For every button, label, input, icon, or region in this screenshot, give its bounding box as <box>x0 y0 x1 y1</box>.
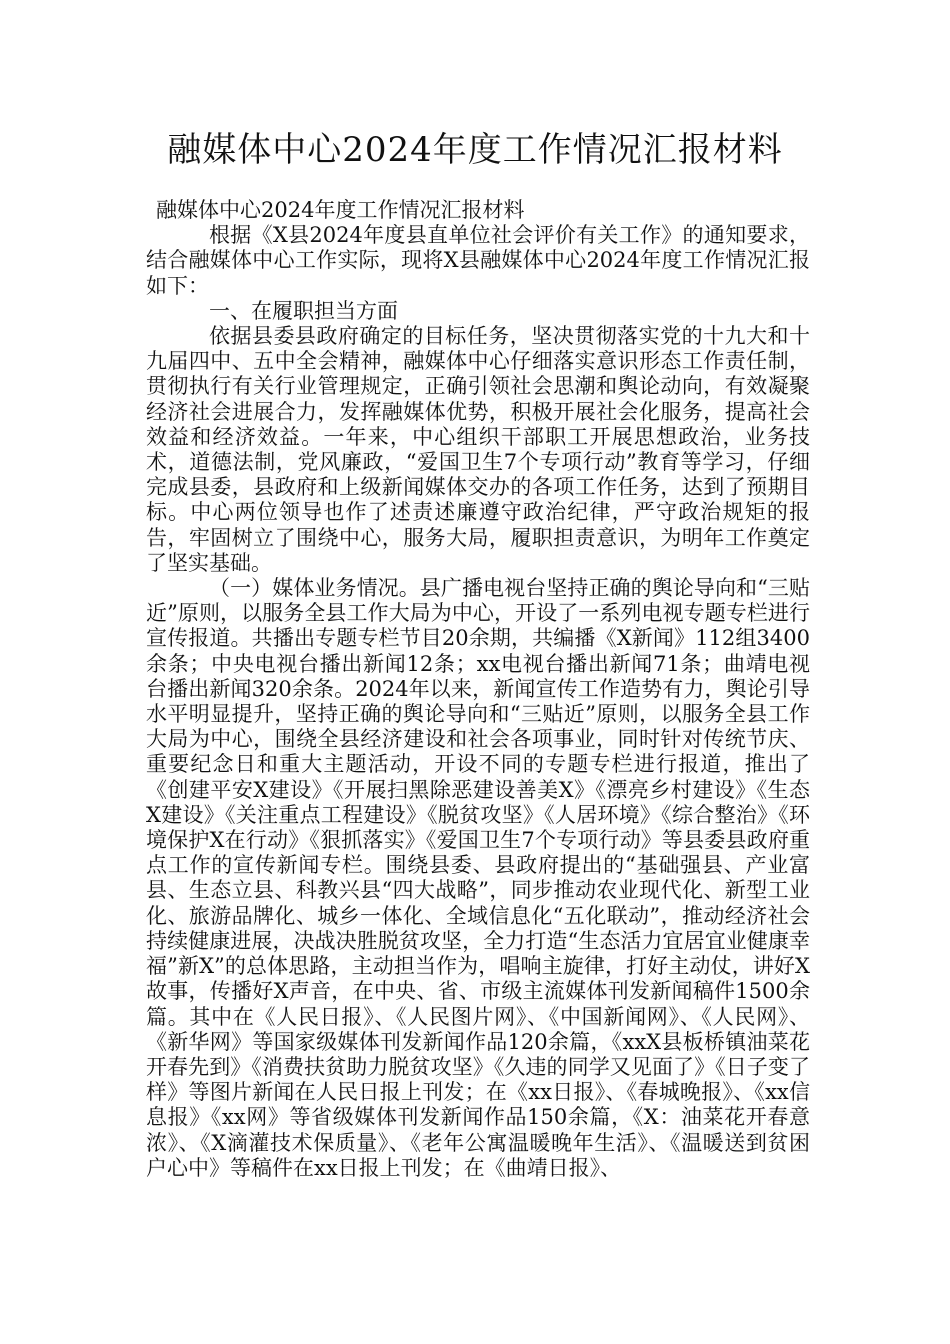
paragraph-duty: 依据县委县政府确定的目标任务，坚决贯彻落实党的十九大和十九届四中、五中全会精神，融媒体中心仔细落实意识形态工作责任制，贯彻执行有关行业管理规定，正确引领社会思潮和舆论动向，有效凝聚经济社会进展合力，发挥融媒体优势，积极开展社会化服务，提高社会效益和经济效益。一年来，中心组织干部职工开展思想政治，业务技术，道德法制，党风廉政，“爱国卫生7个专项行动”教育等学习，仔细完成县委，县政府和上级新闻媒体交办的各项工作任务，达到了预期目标。中心两位领导也作了述责述廉遵守政治纪律，严守政治规矩的报告，牢固树立了围绕中心，服务大局，履职担责意识，为明年工作奠定了坚实基础。 <box>146 324 810 575</box>
document-subtitle: 融媒体中心2024年度工作情况汇报材料 <box>156 198 525 222</box>
document-title: 融媒体中心2024年度工作情况汇报材料 <box>167 130 783 170</box>
section-heading: 一、在履职担当方面 <box>209 298 398 323</box>
paragraph-media-business: （一）媒体业务情况。县广播电视台坚持正确的舆论导向和“三贴近”原则，以服务全县工作大局为中心，开设了一系列电视专题专栏进行宣传报道。共播出专题专栏节目20余期，共编播《X新闻》112组3400余条；中央电视台播出新闻12条；xx电视台播出新闻71条；曲靖电视台播出新闻320余条。2024年以来，新闻宣传工作造势有力，舆论引导水平明显提升，坚持正确的舆论导向和“三贴近”原则，以服务全县工作大局为中心，围绕全县经济建设和社会各项事业，同时针对传统节庆、重要纪念日和重大主题活动，开设不同的专题专栏进行报道，推出了《创建平安X建设》《开展扫黑除恶建设善美X》《漂亮乡村建设》《生态X建设》《关注重点工程建设》《脱贫攻坚》《人居环境》《综合整治》《环境保护X在行动》《狠抓落实》《爱国卫生7个专项行动》等县委县政府重点工作的宣传新闻专栏。围绕县委、县政府提出的“基础强县、产业富县、生态立县、科教兴县“四大战略”，同步推动农业现代化、新型工业化、旅游品牌化、城乡一体化、全域信息化“五化联动”，推动经济社会持续健康进展，决战决胜脱贫攻坚，全力打造“生态活力宜居宜业健康幸福”新X”的总体思路，主动担当作为，唱响主旋律，打好主动仗，讲好X故事，传播好X声音，在中央、省、市级主流媒体刊发新闻稿件1500余篇。其中在《人民日报》、《人民图片网》、《中国新闻网》、《人民网》、《新华网》等国家级媒体刊发新闻作品120余篇，《xxX县板桥镇油菜花开春先到》《消费扶贫助力脱贫攻坚》《久违的同学又见面了》《日子变了样》等图片新闻在人民日报上刊发；在《xx日报》、《春城晚报》、《xx信息报》《xx网》等省级媒体刊发新闻作品150余篇，《X：油菜花开春意浓》、《X滴灌技术保质量》、《老年公寓温暖晚年生活》、《温暖送到贫困户心中》等稿件在xx日报上刊发；在《曲靖日报》、 <box>146 576 810 1180</box>
document-body <box>146 198 810 1181</box>
paragraph-intro: 根据《X县2024年度县直单位社会评价有关工作》的通知要求，结合融媒体中心工作实际，现将X县融媒体中心2024年度工作情况汇报如下： <box>146 223 810 298</box>
